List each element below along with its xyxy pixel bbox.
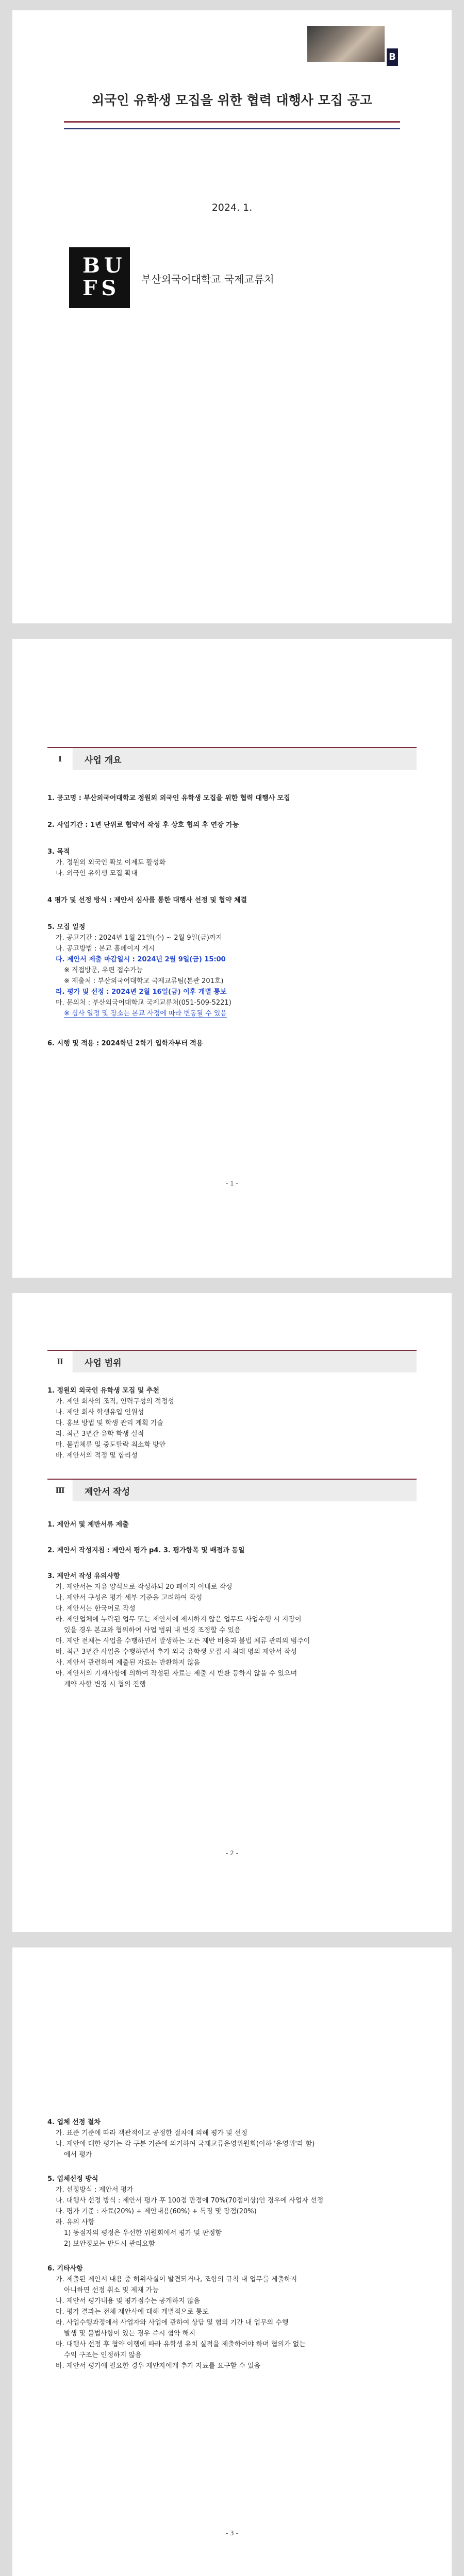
procedure-line: 가. 선정방식 : 제안서 평가 bbox=[56, 2186, 134, 2194]
bufs-logo: BU FS bbox=[69, 247, 130, 308]
proposal-line: 있을 경우 본교와 협의하여 사업 범위 내 변경 조정할 수 있음 bbox=[64, 1626, 241, 1634]
procedure-line: 4. 업체 선정 절차 bbox=[47, 2119, 101, 2126]
document-title: 외국인 유학생 모집을 위한 협력 대행사 모집 공고 bbox=[92, 93, 372, 108]
cover-page bbox=[12, 10, 452, 623]
procedure-line: 다. 평가 기준 : 자료(20%) + 제안내용(60%) + 특징 및 장점(20%) bbox=[56, 2208, 257, 2215]
section-title: 사업 개요 bbox=[85, 755, 122, 766]
page-procedure bbox=[12, 1947, 452, 2576]
procedure-line: 6. 기타사항 bbox=[47, 2265, 83, 2273]
scope-line: 가. 제안 회사의 조직, 인력구성의 적정성 bbox=[56, 1398, 174, 1405]
scope-line: 마. 불법체류 및 중도탈락 최소화 방안 bbox=[56, 1441, 166, 1449]
section-title: 제안서 작성 bbox=[85, 1486, 130, 1497]
scope-line: 라. 최근 3년간 유학 학생 실적 bbox=[56, 1430, 144, 1438]
notice-line: ※ 심사 일정 및 장소는 본교 사정에 따라 변동될 수 있음 bbox=[64, 1010, 227, 1018]
overview-line: 마. 문의처 : 부산외국어대학교 국제교류처(051-509-5221) bbox=[56, 999, 231, 1007]
overview-line: 나. 외국인 유학생 모집 확대 bbox=[56, 870, 138, 877]
proposal-line: 라. 제안업체에 누락된 업무 또는 제안서에 제시하지 않은 업무도 사업수행 시 지장이 bbox=[56, 1616, 302, 1623]
title-rule-top bbox=[64, 121, 400, 123]
document-date: 2024. 1. bbox=[211, 202, 253, 213]
procedure-line: 아니하면 선정 취소 및 제재 가능 bbox=[64, 2286, 159, 2294]
procedure-line: 나. 대행사 선정 방식 : 제안서 평가 후 100점 만점에 70%(70점이상)인 경우에 사업자 선정 bbox=[56, 2197, 324, 2205]
overview-line: 6. 시행 및 적용 : 2024학년 2학기 입학자부터 적용 bbox=[47, 1040, 203, 1047]
procedure-line: 2) 보안정보는 반드시 관리요함 bbox=[64, 2240, 155, 2248]
section-number: Ⅲ bbox=[47, 1480, 73, 1501]
proposal-line: 3. 제안서 작성 유의사항 bbox=[47, 1572, 120, 1580]
procedure-line: 가. 표준 기준에 따라 객관적이고 공정한 절차에 의해 평가 및 선정 bbox=[56, 2129, 247, 2137]
proposal-line: 2. 제안서 작성지침 : 제안서 평가 p4. 3. 평가항목 및 배점과 동일 bbox=[47, 1547, 245, 1554]
overview-line: 가. 공고기간 : 2024년 1월 21일(수) ~ 2월 9일(금)까지 bbox=[56, 934, 223, 942]
proposal-line: 가. 제안서는 자유 양식으로 작성하되 20 페이지 이내로 작성 bbox=[56, 1583, 233, 1591]
procedure-line: 5. 업체선정 방식 bbox=[47, 2175, 98, 2183]
selection-date-line: 라. 평가 및 선정 : 2024년 2월 16일(금) 이후 개별 통보 bbox=[56, 988, 227, 996]
proposal-line: 계약 사항 변경 시 협의 진행 bbox=[64, 1681, 146, 1688]
procedure-line: 나. 제안에 대한 평가는 각 구분 기준에 의거하여 국제교류운영위원회(이하 '운영위'라 함) bbox=[56, 2140, 315, 2148]
procedure-line: 나. 제안서 평가내용 및 평가점수는 공개하지 않음 bbox=[56, 2297, 201, 2305]
procedure-line: 라. 유의 사항 bbox=[56, 2218, 95, 2226]
overview-line: 가. 정원외 외국인 확보 이제도 활성화 bbox=[56, 859, 166, 867]
overview-line: 2. 사업기간 : 1년 단위로 협약서 작성 후 상호 협의 후 연장 가능 bbox=[47, 821, 239, 829]
overview-line: 5. 모집 일정 bbox=[47, 923, 86, 931]
deadline-line: 다. 제안서 제출 마감일시 : 2024년 2월 9일(금) 15:00 bbox=[56, 956, 226, 963]
campus-photo bbox=[307, 26, 385, 62]
overview-line: ※ 제출처 : 부산외국어대학교 국제교류팀(본관 201호) bbox=[64, 977, 224, 985]
scope-line: 다. 홍보 방법 및 학생 관리 계획 기술 bbox=[56, 1419, 163, 1427]
procedure-line: 수익 구조는 인정하지 않음 bbox=[64, 2351, 142, 2359]
proposal-line: 나. 제안서 구성은 평가 세부 기준을 고려하여 작성 bbox=[56, 1594, 203, 1602]
scope-line: 1. 정원외 외국인 유학생 모집 및 추천 bbox=[47, 1387, 159, 1395]
overview-line: 나. 공고방법 : 본교 홈페이지 게시 bbox=[56, 945, 155, 953]
overview-line: 4 평가 및 선정 방식 : 제안서 심사를 통한 대행사 선정 및 협약 체결 bbox=[47, 896, 247, 904]
section-number: Ⅰ bbox=[47, 748, 73, 770]
section-header-scope bbox=[47, 1350, 417, 1372]
proposal-line: 아. 제안서의 기재사항에 의하여 작성된 자료는 제출 시 반환 등하지 않을 수 있으며 bbox=[56, 1670, 297, 1677]
page-number: - 3 - bbox=[226, 2530, 238, 2537]
procedure-line: 가. 제출된 제안서 내용 중 허위사실이 발견되거나, 조항의 규칙 내 업무를 제출하지 bbox=[56, 2276, 297, 2283]
scope-line: 나. 제안 회사 학생유입 인원성 bbox=[56, 1409, 144, 1416]
section-title: 사업 범위 bbox=[85, 1358, 122, 1368]
procedure-line: 마. 대행사 선정 후 협약 이행에 따라 유학생 유치 실적을 제출하여야 하며 협의가 없는 bbox=[56, 2341, 306, 2348]
proposal-line: 다. 제안서는 한국어로 작성 bbox=[56, 1605, 136, 1613]
page-number: - 1 - bbox=[226, 1180, 238, 1187]
procedure-line: 바. 제안서 평가에 필요한 경우 제안자에게 추가 자료를 요구할 수 있음 bbox=[56, 2362, 261, 2370]
proposal-line: 마. 제안 전체는 사업을 수행하면서 발생하는 모든 제반 비용과 불법 체류 관리의 범주이 bbox=[56, 1637, 310, 1645]
procedure-line: 에서 평가 bbox=[64, 2151, 92, 2159]
overview-line: 1. 공고명 : 부산외국어대학교 정원외 외국인 유학생 모집을 위한 협력 대행사 모집 bbox=[47, 794, 290, 802]
procedure-line: 라. 사업수행과정에서 사업자와 사업에 관하여 상담 및 협의 기간 내 업무의 수행 bbox=[56, 2319, 289, 2327]
overview-line: ※ 직접방문, 우편 접수가능 bbox=[64, 967, 143, 974]
organization-name: 부산외국어대학교 국제교류처 bbox=[141, 273, 274, 285]
procedure-line: 발생 및 불법사항이 있는 경우 즉시 협약 해지 bbox=[64, 2330, 195, 2337]
procedure-line: 1) 동점자의 평정은 우선한 위원회에서 평가 및 판정함 bbox=[64, 2229, 222, 2237]
scope-line: 바. 제안서의 적정 및 합리성 bbox=[56, 1452, 138, 1460]
page-scope bbox=[12, 1293, 452, 1932]
section-number: Ⅱ bbox=[47, 1351, 73, 1372]
page-overview bbox=[12, 639, 452, 1278]
section-header-proposal bbox=[47, 1479, 417, 1501]
procedure-line: 다. 평가 결과는 전체 제안사에 대해 개별적으로 통보 bbox=[56, 2308, 209, 2316]
proposal-line: 사. 제안서 관련하여 제출된 자료는 반환하지 않음 bbox=[56, 1659, 201, 1667]
overview-line: 3. 목적 bbox=[47, 848, 70, 856]
section-mark: B bbox=[387, 48, 398, 66]
title-rule-bottom bbox=[64, 128, 400, 129]
proposal-line: 바. 최근 3년간 사업을 수행하면서 추가 외국 유학생 모집 시 최대 명의 제안서 작성 bbox=[56, 1648, 297, 1656]
proposal-line: 1. 제안서 및 제반서류 제출 bbox=[47, 1521, 129, 1529]
page-number: - 2 - bbox=[226, 1850, 238, 1857]
section-header-overview bbox=[47, 747, 417, 770]
